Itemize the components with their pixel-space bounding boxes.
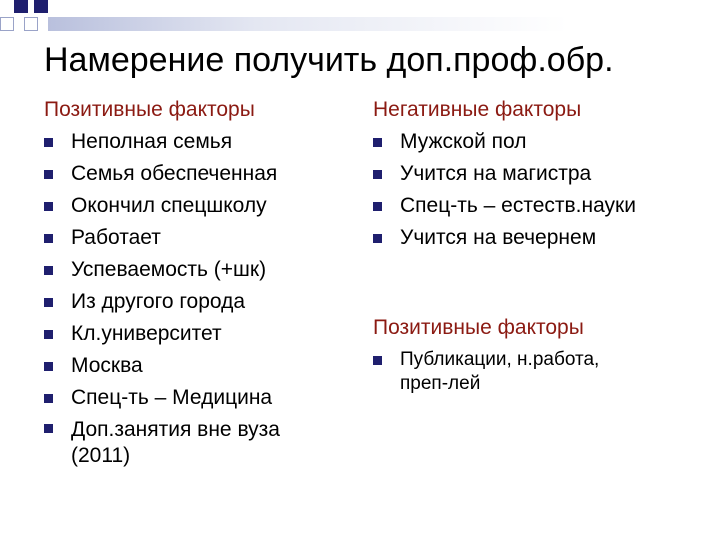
negative-factors-heading: Негативные факторы bbox=[373, 98, 582, 121]
list-item bbox=[44, 126, 344, 158]
list-item bbox=[44, 414, 344, 469]
decor-square-icon bbox=[24, 17, 38, 31]
decor-square-icon bbox=[14, 0, 28, 13]
decor-square-icon bbox=[0, 17, 14, 31]
list-item-text: Успеваемость (+шк) bbox=[71, 258, 267, 281]
list-item-text: Доп.занятия вне вуза (2011) bbox=[71, 418, 280, 467]
right-column bbox=[373, 94, 703, 396]
square-bullet-icon bbox=[373, 170, 382, 179]
list-item bbox=[44, 190, 344, 222]
list-item bbox=[373, 158, 703, 190]
list-item-text: Публикации, н.работа, преп-лей bbox=[400, 349, 600, 394]
list-item bbox=[44, 350, 344, 382]
list-item bbox=[44, 222, 344, 254]
list-item-text: Семья обеспеченная bbox=[71, 162, 278, 185]
square-bullet-icon bbox=[44, 266, 53, 275]
decor-square-icon bbox=[34, 0, 48, 13]
positive-factors-heading: Позитивные факторы bbox=[44, 98, 255, 121]
positive-factors-list-2 bbox=[373, 348, 703, 396]
negative-factors-list bbox=[373, 126, 703, 254]
square-bullet-icon bbox=[44, 202, 53, 211]
list-item-text: Учится на магистра bbox=[400, 162, 592, 185]
positive-factors-list bbox=[44, 126, 344, 469]
list-item-text: Москва bbox=[71, 354, 143, 377]
list-item-text: Из другого города bbox=[71, 290, 246, 313]
list-item-text: Спец-ть – Медицина bbox=[71, 386, 273, 409]
decor-bar bbox=[48, 17, 568, 31]
list-item-text: Кл.университет bbox=[71, 322, 222, 345]
square-bullet-icon bbox=[373, 202, 382, 211]
list-item-text: Мужской пол bbox=[400, 130, 527, 153]
square-bullet-icon bbox=[373, 138, 382, 147]
square-bullet-icon bbox=[44, 234, 53, 243]
square-bullet-icon bbox=[373, 234, 382, 243]
square-bullet-icon bbox=[44, 170, 53, 179]
list-item bbox=[373, 222, 703, 254]
list-item bbox=[373, 348, 703, 396]
left-column bbox=[44, 94, 344, 469]
list-item-text: Неполная семья bbox=[71, 130, 233, 153]
list-item-text: Спец-ть – естеств.науки bbox=[400, 194, 636, 217]
list-item-text: Окончил спецшколу bbox=[71, 194, 267, 217]
list-item-text: Работает bbox=[71, 226, 161, 249]
square-bullet-icon bbox=[373, 356, 382, 365]
list-item bbox=[44, 254, 344, 286]
list-item bbox=[44, 286, 344, 318]
list-item-text: Учится на вечернем bbox=[400, 226, 597, 249]
square-bullet-icon bbox=[44, 330, 53, 339]
list-item bbox=[373, 126, 703, 158]
list-item bbox=[44, 382, 344, 414]
corner-decoration bbox=[0, 0, 720, 40]
slide-title: Намерение получить доп.проф.обр. bbox=[44, 41, 614, 79]
square-bullet-icon bbox=[44, 394, 53, 403]
square-bullet-icon bbox=[44, 298, 53, 307]
positive-factors-heading-2: Позитивные факторы bbox=[373, 316, 584, 339]
square-bullet-icon bbox=[44, 362, 53, 371]
list-item bbox=[373, 190, 703, 222]
list-item bbox=[44, 318, 344, 350]
square-bullet-icon bbox=[44, 424, 53, 433]
list-item bbox=[44, 158, 344, 190]
square-bullet-icon bbox=[44, 138, 53, 147]
